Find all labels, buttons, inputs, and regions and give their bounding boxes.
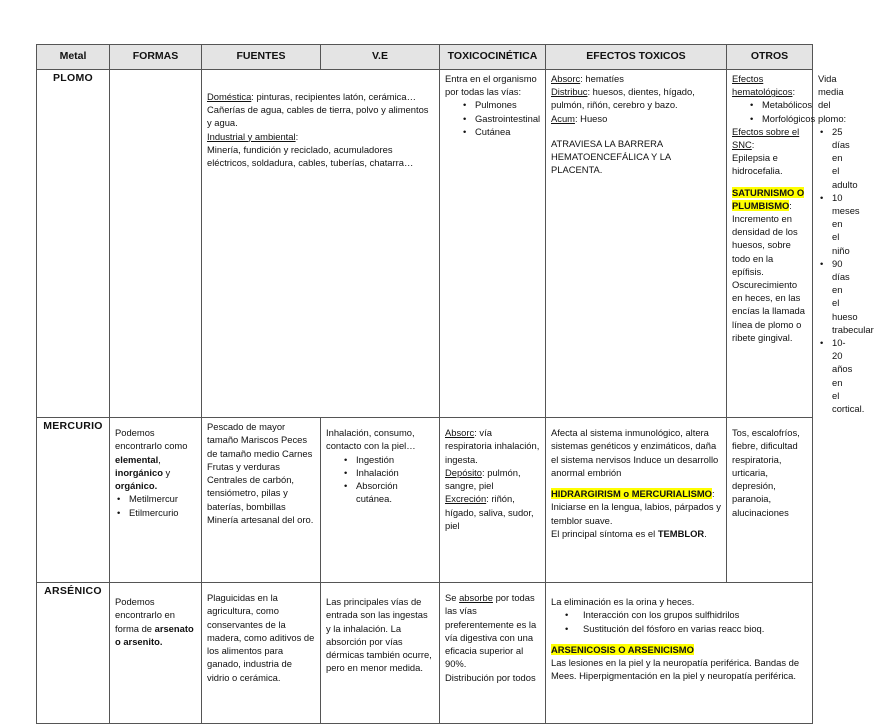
mercurio-absorc bbox=[445, 426, 540, 466]
text-y: y bbox=[162, 466, 171, 478]
arsenico-efectos-text1: La eliminación es la orina y heces. bbox=[551, 596, 695, 608]
plomo-atraviesa: ATRAVIESA LA BARRERA HEMATOENCEFÁLICA Y LA PLACENTA. bbox=[551, 137, 671, 176]
arsenico-absorbe bbox=[445, 591, 540, 670]
label-hemat: Efectos hematológicos bbox=[732, 73, 793, 98]
plomo-efectos bbox=[727, 70, 816, 418]
mercurio-hidrargirismo bbox=[551, 487, 721, 500]
plomo-fuentes-industrial bbox=[207, 130, 434, 143]
header-fuentes: FUENTES bbox=[202, 45, 321, 70]
header-metal: Metal bbox=[37, 45, 110, 70]
header-efectos: EFECTOS TOXICOS bbox=[546, 45, 727, 70]
text-dot: . bbox=[154, 480, 158, 492]
arsenico-formas-text bbox=[115, 595, 196, 648]
mercurio-excrecion bbox=[445, 492, 540, 532]
mercurio-formas-list bbox=[115, 492, 196, 518]
header-toxicocinetica: TOXICOCINÉTICA bbox=[440, 45, 546, 70]
text-temblor: TEMBLOR bbox=[657, 527, 705, 539]
highlight-hidrargirismo: HIDRARGIRISM o MERCURIALISMO bbox=[551, 488, 712, 500]
text-distribuc: : huesos, dientes, hígado, pulmón, riñón, cerebro y bazo. bbox=[551, 86, 695, 111]
text-acum: : Hueso bbox=[574, 112, 608, 124]
colon-saturnismo: : bbox=[789, 199, 792, 211]
arsenico-fuentes: Plaguicidas en la agricultura, como conservantes de la madera, como aditivos de los alimentos para ganado, industria de vidrio o cerámica. bbox=[202, 583, 321, 724]
plomo-hemat-list bbox=[732, 98, 816, 124]
header-ve: V.E bbox=[321, 45, 440, 70]
plomo-ve bbox=[440, 70, 546, 418]
list-item: • 90 días en el hueso trabecular bbox=[820, 257, 832, 336]
arsenico-formas bbox=[110, 583, 202, 724]
text-se: Se bbox=[445, 592, 460, 604]
list-item: • Sustitución del fósforo en varias reacc bioq. bbox=[565, 622, 807, 635]
mercurio-efectos-text3 bbox=[551, 527, 721, 540]
plomo-distribuc bbox=[551, 85, 721, 111]
text-organico: orgánico bbox=[115, 480, 155, 492]
text-sintoma: El principal síntoma es el bbox=[551, 527, 658, 539]
label-excrecion: Excreción bbox=[445, 493, 487, 505]
header-row bbox=[37, 45, 813, 70]
list-item: • Etilmercurio bbox=[117, 506, 196, 519]
highlight-arsenicosis: ARSENICOSIS O ARSENICISMO bbox=[551, 643, 694, 655]
header-otros: OTROS bbox=[727, 45, 813, 70]
arsenico-distribucion: Distribución por todos bbox=[445, 671, 536, 683]
plomo-fuentes-canerias: Cañerías de agua, cables de tierra, polvo y alimentos y agua. bbox=[207, 104, 429, 129]
label-distribuc: Distribuc bbox=[551, 86, 588, 98]
text-formas-intro: Podemos encontrarlo como bbox=[115, 427, 188, 452]
label-industrial: Industrial y ambiental bbox=[207, 130, 296, 142]
plomo-saturnismo bbox=[732, 186, 807, 212]
list-item: • Inhalación bbox=[344, 466, 434, 479]
list-item: • 25 días en el adulto bbox=[820, 125, 832, 191]
plomo-fuentes-industrial-text: Minería, fundición y reciclado, acumuladores eléctricos, soldadura, cables, tuberías, chatarra… bbox=[207, 143, 414, 169]
plomo-snc bbox=[732, 125, 807, 151]
colon-hidrargirismo: : bbox=[711, 488, 715, 500]
colon-hemat: : bbox=[792, 86, 796, 98]
colon-industrial: : bbox=[295, 130, 299, 142]
metal-arsenico: ARSÉNICO bbox=[37, 583, 110, 724]
text-formas-intro: Podemos encontrarlo en forma de bbox=[115, 596, 175, 634]
plomo-absorc bbox=[551, 72, 721, 85]
list-item: • Pulmones bbox=[463, 98, 540, 111]
plomo-toxico bbox=[546, 70, 727, 418]
text-domestica: : pinturas, recipientes latón, cerámica… bbox=[251, 91, 416, 102]
mercurio-deposito bbox=[445, 466, 540, 492]
list-item: • Metilmercur bbox=[117, 492, 196, 505]
label-snc: Efectos sobre el SNC bbox=[732, 125, 800, 151]
header-formas: FORMAS bbox=[110, 45, 202, 70]
arsenico-efectos-text2: Las lesiones en la piel y la neuropatía periférica. Bandas de Mees. Hiperpigmentación en la piel y neuropatía periférica. bbox=[551, 657, 800, 682]
text-dot: . bbox=[159, 635, 163, 647]
text-deposito: : pulmón, sangre, piel bbox=[445, 466, 521, 492]
mercurio-otros: Tos, escalofríos, fiebre, dificultad respiratoria, urticaria, depresión, paranoia, alucinaciones bbox=[727, 418, 813, 583]
table-row-mercurio bbox=[37, 418, 813, 583]
arsenico-efectos-list bbox=[551, 608, 807, 634]
mercurio-ve-intro: Inhalación, consumo, contacto con la piel… bbox=[326, 427, 416, 452]
arsenico-ve: Las principales vías de entrada son las ingestas y la inhalación. La absorción por vías dérmicas también ocurre, pero en menor medida. bbox=[321, 583, 440, 724]
mercurio-fuentes: Pescado de mayor tamaño Mariscos Peces de tamaño medio Carnes Frutas y verduras Centrales de carbón, tensiómetro, pilas y baterías, bombillas Minería artesanal del oro. bbox=[202, 418, 321, 583]
metal-plomo: PLOMO bbox=[37, 70, 110, 418]
plomo-snc-text: Epilepsia e hidrocefalia. bbox=[732, 152, 783, 177]
label-acum: Acum bbox=[551, 112, 575, 124]
mercurio-formas bbox=[110, 418, 202, 583]
label-deposito: Depósito bbox=[445, 466, 483, 478]
colon-snc: : bbox=[751, 139, 755, 151]
mercurio-efectos-text1: Afecta al sistema inmunológico, altera sistemas genéticos y enzimáticos, daña el sistema nervisos Induce un desarrollo anormal embrión bbox=[551, 427, 719, 478]
plomo-saturnismo-text: Incremento en densidad de los huesos, sobre todo en la epífisis. Oscurecimiento en heces, en las encías la llamada línea de plomo o ribete gingival. bbox=[732, 213, 805, 343]
mercurio-ve bbox=[321, 418, 440, 583]
plomo-fuentes bbox=[202, 70, 440, 418]
text-absorbe: por todas las vías preferentemente es la vía digestiva con una eficacia superior al 90%. bbox=[445, 592, 537, 670]
arsenico-arsenicosis bbox=[551, 643, 807, 656]
plomo-otros-list bbox=[818, 125, 874, 415]
toxicology-table bbox=[36, 44, 874, 724]
mercurio-efectos-text2: Iniciarse en la lengua, labios, párpados y temblor suave. bbox=[551, 501, 721, 526]
text-absorc: : vía respiratoria inhalación, ingesta. bbox=[445, 427, 540, 465]
metal-mercurio: MERCURIO bbox=[37, 418, 110, 583]
list-item: • 10-20 años en el cortical. bbox=[820, 336, 832, 415]
label-absorc: Absorc bbox=[551, 73, 581, 84]
mercurio-efectos bbox=[546, 418, 727, 583]
list-item: • Ingestión bbox=[344, 453, 434, 466]
plomo-fuentes-domestica bbox=[207, 90, 434, 103]
plomo-acum bbox=[551, 112, 721, 125]
arsenico-toxico bbox=[440, 583, 546, 724]
highlight-saturnismo: SATURNISMO O PLUMBISMO bbox=[732, 186, 805, 211]
list-item: • Metabólicos bbox=[750, 98, 807, 111]
plomo-hemat bbox=[732, 72, 807, 98]
mercurio-toxico bbox=[440, 418, 546, 583]
label-absorc: Absorc bbox=[445, 427, 475, 439]
text-elemental: elemental bbox=[115, 453, 159, 465]
mercurio-formas-text bbox=[115, 426, 196, 492]
list-item: • Absorción cutánea. bbox=[344, 479, 434, 505]
text-inorganico: inorgánico bbox=[115, 466, 163, 478]
label-domestica: Doméstica bbox=[207, 91, 252, 102]
plomo-ve-intro: Entra en el organismo por todas las vías: bbox=[445, 73, 537, 98]
list-item: • 10 meses en el niño bbox=[820, 191, 832, 257]
plomo-formas bbox=[110, 70, 202, 418]
table-row-plomo: PLOMO Doméstica: pinturas, recipientes latón, cerámica… Cañerías de agua, cables de tierra, polvo y alimentos y agua. Industrial y ambiental: Minería, fundición y reciclado, acumuladores eléctricos, soldadura, cables, tuberías, chatarra… Entra en el organismo por todas las vías: • Pulmones • Gastrointestinal • Cutánea Absorc: hematíes Distribuc: huesos, dientes, hígado, pulmón, riñón, cerebro y bazo. Acum: Hueso ATRAVIESA LA BARRERA HEMATOENCEFÁLICA Y LA PLACENTA. Efectos hematológicos: • Metabólicos • Morfológicos Efectos sobre el SNC: Epilepsia e hidrocefalia. SATURNISMO O PLUMBISMO: Incremento en densidad de los huesos, sobre todo en la epífisis. Oscurecimiento en heces, en las encías la llamada línea de plomo o ribete gingival. Vida media del plomo: • 25 días en el adulto • 10 meses en el niño • 90 días en el hueso trabecular • 10-20 años en el cortical. bbox=[37, 70, 813, 418]
list-item: • Morfológicos bbox=[750, 112, 807, 125]
list-item: • Cutánea bbox=[463, 125, 540, 138]
mercurio-ve-list bbox=[326, 453, 434, 506]
label-absorbe: absorbe bbox=[459, 592, 493, 604]
table-row-arsenico bbox=[37, 583, 813, 724]
text-comma: , bbox=[158, 453, 161, 465]
arsenico-efectos bbox=[546, 583, 813, 724]
plomo-ve-list bbox=[445, 98, 540, 138]
text-arsenato: arsenato o arsenito bbox=[115, 622, 194, 647]
text-excrecion: : riñón, hígado, saliva, sudor, piel bbox=[445, 493, 534, 531]
text-dot: . bbox=[704, 527, 707, 539]
list-item: • Interacción con los grupos sulfhidrilos bbox=[565, 608, 807, 621]
list-item: • Gastrointestinal bbox=[463, 112, 540, 125]
text-absorc: : hematíes bbox=[580, 73, 624, 84]
